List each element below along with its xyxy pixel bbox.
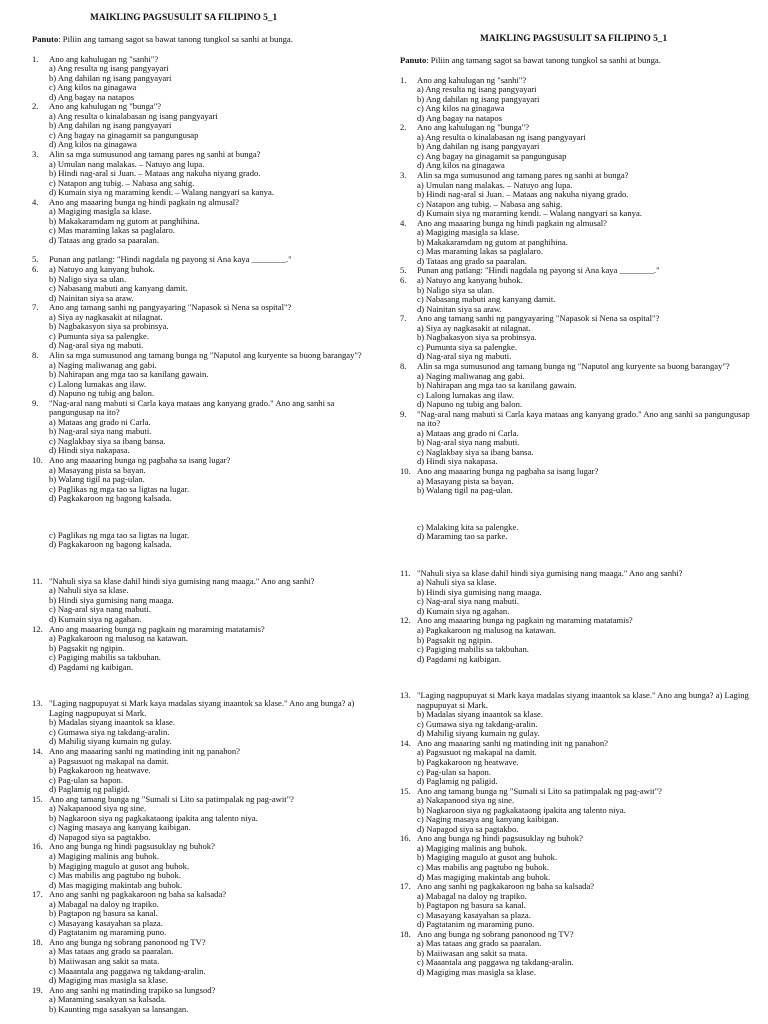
answer-option: a) Pagsusuot ng makapal na damit. [49, 755, 169, 766]
answer-option: b) Madalas siyang inaantok sa klase. [49, 717, 176, 728]
question-number: 17. [32, 889, 43, 900]
question-list-1 [32, 55, 370, 504]
answer-option: c) Ang kilos na ginagawa [417, 103, 505, 114]
answer-option: b) Nagkaroon siya ng pagkakataong ipakita ang talento niya. [49, 812, 258, 823]
question-list-2 [32, 577, 370, 672]
answer-option: a) Umulan nang malakas. – Natuyo ang lupa. [49, 158, 205, 169]
question-number: 7. [400, 313, 407, 324]
answer-option: c) Mas maraming lakas sa paglalaro. [417, 246, 543, 257]
answer-option: a) Siya ay nagkasakit at nilagnat. [49, 311, 163, 322]
answer-option: d) Nainitan siya sa araw. [417, 303, 502, 314]
answer-option: a) Maraming sasakyan sa kalsada. [49, 994, 167, 1005]
question-number: 10. [32, 454, 43, 465]
answer-option: b) Makakaramdam ng gutom at panghihina. [49, 215, 200, 226]
question-number: 3. [400, 170, 407, 181]
answer-option: c) Malaking kita sa palengke. [417, 521, 519, 532]
question-text: Alin sa mga sumusunod ang tamang bunga ng "Naputol ang kuryente sa buong barangay"? [49, 349, 362, 360]
question-number: 19. [32, 984, 43, 995]
answer-option: b) Pagsakit ng ngipin. [417, 634, 493, 645]
left-page [32, 12, 370, 1014]
answer-option: a) Masayang pista sa bayan. [417, 475, 514, 486]
question-number: 13. [400, 690, 411, 701]
answer-option: a) Mas tataas ang grado sa paaralan. [417, 938, 542, 949]
instructions-label: Panuto [400, 55, 427, 65]
answer-option: d) Pagtatanim ng maraming puno. [49, 927, 167, 938]
question-number: 4. [32, 196, 39, 207]
answer-option: d) Kumain siya ng maraming kendi. – Walang nangyari sa kanya. [49, 187, 274, 198]
answer-option: c) Pag-ulan sa hapon. [49, 774, 123, 785]
answer-option: d) Magiging mas masigla sa klase. [49, 975, 168, 986]
question-text: "Nag-aral nang mabuti si Carla kaya mataas ang kanyang grado." Ano ang sanhi sa pangungusap na ito? [417, 408, 750, 429]
answer-option: c) Nabasang mabuti ang kanyang damit. [417, 294, 556, 305]
question-number: 6. [400, 275, 407, 286]
question-text: Ano ang maaaring bunga ng hindi pagkain ng almusal? [49, 196, 239, 207]
answer-option: b) Nagkaroon siya ng pagkakataong ipakita ang talento niya. [417, 804, 626, 815]
question-number: 12. [400, 615, 411, 626]
question-list-1 [400, 76, 752, 496]
answer-option: b) Magiging magulo at gusot ang buhok. [417, 852, 558, 863]
answer-option: c) Lalong lumakas ang ilaw. [417, 389, 515, 400]
answer-option: c) Maaantala ang paggawa ng takdang-aralin. [417, 957, 574, 968]
question-text: Ano ang sanhi ng pagkakaroon ng baha sa kalsada? [49, 889, 227, 900]
answer-option: a) Magiging malinis ang buhok. [49, 851, 160, 862]
answer-option: d) Napuno ng tubig ang balon. [417, 399, 523, 410]
question-list-3 [32, 699, 370, 1014]
question-text: a) Natuyo ang kanyang buhok. [49, 264, 155, 275]
answer-option: b) Pagtapon ng basura sa kanal. [49, 908, 158, 919]
carry-over-options [400, 523, 752, 542]
question-text: Ano ang maaaring bunga ng pagkain ng maraming matatamis? [417, 615, 633, 626]
instructions [32, 35, 370, 45]
answer-option: c) Nabasang mabuti ang kanyang damit. [49, 283, 188, 294]
answer-option: d) Napagod siya sa pagtakbo. [49, 831, 151, 842]
answer-option: b) Nahirapan ang mga tao sa kanilang gawain. [49, 369, 209, 380]
answer-option: a) Naging maliwanag ang gabi. [417, 370, 525, 381]
question-number: 10. [400, 465, 411, 476]
question-list-3 [400, 691, 752, 977]
answer-option: a) Ang resulta ng isang pangyayari [417, 84, 537, 95]
answer-option: a) Magiging masigla sa klase. [49, 206, 152, 217]
question-text: Punan ang patlang: "Hindi nagdala ng payong si Ana kaya ________." [49, 254, 292, 265]
quiz-title: MAIKLING PAGSUSULIT SA FILIPINO 5_1 [480, 34, 668, 44]
answer-option: b) Walang tigil na pag-ulan. [417, 485, 513, 496]
question-text: Ano ang tamang sanhi ng pangyayaring "Napasok si Nena sa ospital"? [49, 302, 292, 313]
answer-option: d) Pagdami ng kaibigan. [417, 653, 502, 664]
answer-option: d) Nainitan siya sa araw. [49, 292, 134, 303]
answer-option: d) Ang bagay na natapos [49, 91, 134, 102]
answer-option: c) Pumunta siya sa palengke. [49, 330, 149, 341]
question-text: Alin sa mga sumusunod ang tamang pares ng sanhi at bunga? [49, 149, 261, 160]
question-number: 2. [400, 122, 407, 133]
instructions-label: Panuto [32, 34, 59, 44]
question-number: 18. [32, 936, 43, 947]
answer-option: c) Paglikas ng mga tao sa ligtas na lugar. [49, 529, 190, 540]
question-text: Ano ang maaaring bunga ng pagbaha sa isang lugar? [417, 465, 599, 476]
answer-option: d) Nag-aral siya ng mabuti. [49, 340, 144, 351]
carry-over-options [32, 531, 370, 550]
question-number: 17. [400, 881, 411, 892]
answer-option: c) Mas mabilis ang pagtubo ng buhok. [49, 870, 181, 881]
answer-option: d) Maraming tao sa parke. [417, 531, 508, 542]
question-text: Ano ang maaaring bunga ng pagkain ng maraming matatamis? [49, 623, 265, 634]
answer-option: a) Naging maliwanag ang gabi. [49, 359, 157, 370]
answer-option: c) Lalong lumakas ang ilaw. [49, 378, 147, 389]
question-text: Ano ang sanhi ng pagkakaroon ng baha sa kalsada? [417, 881, 595, 892]
answer-option: d) Hindi siya nakapasa. [417, 456, 498, 467]
answer-option: a) Mabagal na daloy ng trapiko. [417, 890, 527, 901]
question-number: 15. [32, 793, 43, 804]
question-number: 7. [32, 302, 39, 313]
answer-option: d) Mas magiging makintab ang buhok. [417, 871, 551, 882]
answer-option: a) Mataas ang grado ni Carla. [417, 427, 519, 438]
answer-option: a) Ang resulta ng isang pangyayari [49, 63, 169, 74]
answer-option: a) Pagkakaroon ng malusog na katawan. [49, 633, 188, 644]
answer-option: d) Pagkakaroon ng bagong kalsada. [49, 493, 172, 504]
answer-option: d) Pagkakaroon ng bagong kalsada. [49, 539, 172, 550]
answer-option: b) Nagbakasyon siya sa probinsya. [417, 332, 537, 343]
answer-option: b) Maiiwasan ang sakit sa mata. [49, 956, 160, 967]
question-number: 12. [32, 623, 43, 634]
question-text: Ano ang kahulugan ng "sanhi"? [417, 74, 527, 85]
answer-option: a) Pagkakaroon ng malusog na katawan. [417, 624, 556, 635]
question-item [32, 699, 370, 718]
answer-option: b) Pagsakit ng ngipin. [49, 642, 125, 653]
question-text: Alin sa mga sumusunod ang tamang pares ng sanhi at bunga? [417, 170, 629, 181]
answer-option: a) Nakapanood siya ng sine. [49, 803, 147, 814]
answer-option: c) Pumunta siya sa palengke. [417, 341, 517, 352]
question-item [32, 399, 370, 418]
answer-option: d) Kumain siya ng maraming kendi. – Walang nangyari sa kanya. [417, 208, 642, 219]
answer-option: c) Pagiging mabilis sa takbuhan. [49, 652, 161, 663]
answer-option: a) Siya ay nagkasakit at nilagnat. [417, 322, 531, 333]
question-number: 5. [400, 265, 407, 276]
answer-option: a) Nakapanood siya ng sine. [417, 795, 515, 806]
answer-option: c) Ang bagay na ginagamit sa pangungusap [417, 150, 567, 161]
answer-option: d) Hindi siya nakapasa. [49, 445, 130, 456]
question-number: 3. [32, 149, 39, 160]
question-text: "Laging nagpupuyat si Mark kaya madalas siyang inaantok sa klase." Ano ang bunga? a) Laging nagpupuyat si Mark. [417, 690, 749, 710]
question-text: a) Natuyo ang kanyang buhok. [417, 275, 523, 286]
answer-option: c) Paglikas ng mga tao sa ligtas na lugar. [49, 483, 190, 494]
answer-option: c) Nag-aral siya nang mabuti. [417, 596, 519, 607]
instructions [400, 56, 752, 66]
answer-option: a) Pagsusuot ng makapal na damit. [417, 747, 537, 758]
question-text: "Laging nagpupuyat si Mark kaya madalas siyang inaantok sa klase." Ano ang bunga? a) Laging nagpupuyat si Mark. [49, 698, 355, 718]
answer-option: d) Ang kilos na ginagawa [417, 160, 505, 171]
right-page [400, 33, 752, 978]
answer-option: a) Mataas ang grado ni Carla. [49, 416, 151, 427]
question-number: 15. [400, 785, 411, 796]
answer-option: d) Tataas ang grado sa paaralan. [49, 234, 159, 245]
answer-option: b) Makakaramdam ng gutom at panghihina. [417, 236, 568, 247]
answer-option: b) Ang dahilan ng isang pangyayari [49, 72, 172, 83]
question-text: Ano ang bunga ng sobrang panonood ng TV? [417, 928, 574, 939]
answer-option: b) Ang dahilan ng isang pangyayari [417, 93, 540, 104]
question-list-2 [400, 569, 752, 664]
question-text: Ano ang maaaring sanhi ng matinding init ng panahon? [417, 737, 608, 748]
answer-option: c) Naglakbay siya sa ibang bansa. [49, 435, 166, 446]
answer-option: b) Hindi siya gumising nang maaga. [417, 586, 542, 597]
answer-option: c) Masayang kasayahan sa plaza. [417, 909, 531, 920]
answer-option: b) Pagkakaroon ng heatwave. [417, 757, 519, 767]
question-number: 11. [32, 575, 43, 586]
question-text: "Nahuli siya sa klase dahil hindi siya gumising nang maaga." Ano ang sanhi? [49, 575, 315, 586]
question-number: 16. [32, 841, 43, 852]
answer-option: c) Naging masaya ang kanyang kaibigan. [417, 814, 559, 825]
question-text: "Nahuli siya sa klase dahil hindi siya gumising nang maaga." Ano ang sanhi? [417, 567, 683, 578]
answer-option: b) Naligo siya sa ulan. [417, 284, 495, 295]
question-number: 13. [32, 698, 43, 709]
answer-option: d) Mas magiging makintab ang buhok. [49, 879, 183, 890]
question-number: 6. [32, 264, 39, 275]
question-number: 8. [32, 349, 39, 360]
answer-option: a) Nahuli siya sa klase. [417, 577, 497, 588]
answer-option: b) Hindi nag-aral si Juan. – Mataas ang nakuha niyang grado. [417, 189, 629, 200]
question-number: 4. [400, 217, 407, 228]
quiz-title: MAIKLING PAGSUSULIT SA FILIPINO 5_1 [90, 13, 278, 23]
question-text: Ano ang bunga ng sobrang panonood ng TV? [49, 936, 206, 947]
answer-option: a) Mas tataas ang grado sa paaralan. [49, 946, 174, 957]
answer-option: c) Natapon ang tubig. – Nabasa ang sahig. [417, 198, 563, 209]
question-text: Punan ang patlang: "Hindi nagdala ng payong si Ana kaya ________." [417, 265, 660, 276]
answer-option: c) Ang bagay na ginagamit sa pangungusap [49, 129, 199, 140]
answer-option: b) Hindi nag-aral si Juan. – Mataas ang nakuha niyang grado. [49, 168, 261, 179]
question-number: 16. [400, 833, 411, 844]
answer-option: a) Magiging malinis ang buhok. [417, 842, 528, 853]
answer-option: b) Maiiwasan ang sakit sa mata. [417, 947, 528, 958]
answer-option: d) Napuno ng tubig ang balon. [49, 388, 155, 399]
answer-option: a) Nahuli siya sa klase. [49, 585, 129, 596]
answer-option: c) Natapon ang tubig. – Nabasa ang sahig. [49, 177, 195, 188]
answer-option: d) Napagod siya sa pagtakbo. [417, 823, 519, 834]
instructions-text: : Piliin ang tamang sagot sa bawat tanong tungkol sa sanhi at bunga. [426, 55, 661, 65]
answer-option: b) Pagtapon ng basura sa kanal. [417, 900, 526, 911]
question-text: Ano ang bunga ng hindi pagsusuklay ng buhok? [417, 833, 583, 844]
question-number: 9. [400, 408, 407, 419]
answer-option: b) Ang dahilan ng isang pangyayari [417, 141, 540, 152]
answer-option: b) Madalas siyang inaantok sa klase. [417, 709, 544, 720]
answer-option: b) Nagbakasyon siya sa probinsya. [49, 321, 169, 332]
question-number: 1. [400, 74, 407, 85]
answer-option: b) Nag-aral siya nang mabuti. [417, 437, 520, 448]
question-text: Ano ang kahulugan ng "sanhi"? [49, 53, 159, 64]
question-text: Ano ang kahulugan ng "bunga"? [49, 101, 162, 112]
question-number: 2. [32, 101, 39, 112]
answer-option: d) Tataas ang grado sa paaralan. [417, 255, 527, 266]
answer-option: d) Ang bagay na natapos [417, 112, 502, 123]
question-text: Ano ang maaaring bunga ng hindi pagkain ng almusal? [417, 217, 607, 228]
answer-option: c) Pagiging mabilis sa takbuhan. [417, 644, 529, 655]
answer-option: a) Ang resulta o kinalabasan ng isang pangyayari [49, 110, 218, 121]
answer-option: c) Maaantala ang paggawa ng takdang-aralin. [49, 965, 206, 976]
answer-option: a) Magiging masigla sa klase. [417, 227, 520, 238]
answer-option: c) Masayang kasayahan sa plaza. [49, 917, 163, 928]
question-text: Ano ang tamang bunga ng "Sumali si Lito sa patimpalak ng pag-awit"? [49, 793, 294, 804]
question-item [400, 691, 752, 710]
question-text: Ano ang maaaring bunga ng pagbaha sa isang lugar? [49, 454, 231, 465]
question-number: 1. [32, 53, 39, 64]
answer-option: d) Mahilig siyang kumain ng gulay. [49, 736, 172, 747]
answer-option: b) Pagkakaroon ng heatwave. [49, 765, 151, 776]
question-number: 14. [32, 746, 43, 756]
question-text: Ano ang sanhi ng matinding trapiko sa lungsod? [49, 984, 216, 995]
answer-option: d) Nag-aral siya ng mabuti. [417, 351, 512, 362]
answer-option: c) Gumawa siya ng takdang-aralin. [417, 718, 538, 729]
answer-option: b) Walang tigil na pag-ulan. [49, 474, 145, 485]
question-text: Ano ang bunga ng hindi pagsusuklay ng buhok? [49, 841, 215, 852]
answer-option: c) Naglakbay siya sa ibang bansa. [417, 446, 534, 457]
answer-option: d) Kumain siya ng agahan. [417, 605, 510, 616]
question-text: Alin sa mga sumusunod ang tamang bunga ng "Naputol ang kuryente sa buong barangay"? [417, 360, 730, 371]
question-item [400, 410, 752, 429]
question-text: Ano ang kahulugan ng "bunga"? [417, 122, 530, 133]
answer-option: d) Pagtatanim ng maraming puno. [417, 919, 535, 930]
answer-option: c) Gumawa siya ng takdang-aralin. [49, 726, 170, 737]
answer-option: b) Kaunting mga sasakyan sa lansangan. [49, 1003, 189, 1014]
answer-option: c) Mas maraming lakas sa paglalaro. [49, 225, 175, 236]
question-number: 5. [32, 254, 39, 265]
answer-option: a) Masayang pista sa bayan. [49, 464, 146, 475]
answer-option: b) Ang dahilan ng isang pangyayari [49, 120, 172, 131]
answer-option: d) Kumain siya ng agahan. [49, 613, 142, 624]
answer-option: d) Pagdami ng kaibigan. [49, 661, 134, 672]
question-text: "Nag-aral nang mabuti si Carla kaya mataas ang kanyang grado." Ano ang sanhi sa pangungusap na ito? [49, 397, 335, 418]
question-number: 14. [400, 737, 411, 748]
answer-option: b) Nahirapan ang mga tao sa kanilang gawain. [417, 380, 577, 391]
answer-option: d) Magiging mas masigla sa klase. [417, 967, 536, 978]
question-number: 9. [32, 397, 39, 408]
answer-option: a) Ang resulta o kinalabasan ng isang pangyayari [417, 131, 586, 142]
question-text: Ano ang tamang bunga ng "Sumali si Lito sa patimpalak ng pag-awit"? [417, 785, 662, 796]
answer-option: c) Nag-aral siya nang mabuti. [49, 604, 151, 615]
answer-option: b) Nag-aral siya nang mabuti. [49, 426, 152, 437]
question-text: Ano ang tamang sanhi ng pangyayaring "Napasok si Nena sa ospital"? [417, 313, 660, 324]
instructions-text: : Piliin ang tamang sagot sa bawat tanong tungkol sa sanhi at bunga. [58, 34, 293, 44]
answer-option: b) Naligo siya sa ulan. [49, 273, 127, 284]
answer-option: a) Umulan nang malakas. – Natuyo ang lupa. [417, 179, 573, 190]
answer-option: d) Ang kilos na ginagawa [49, 139, 137, 150]
answer-option: b) Hindi siya gumising nang maaga. [49, 594, 174, 605]
answer-option: c) Naging masaya ang kanyang kaibigan. [49, 822, 191, 833]
answer-option: a) Mabagal na daloy ng trapiko. [49, 898, 159, 909]
answer-option: c) Pag-ulan sa hapon. [417, 766, 491, 777]
answer-option: d) Paglamig ng paligid. [49, 784, 130, 795]
answer-option: d) Mahilig siyang kumain ng gulay. [417, 728, 540, 739]
question-number: 8. [400, 360, 407, 371]
question-number: 11. [400, 567, 411, 578]
question-text: Ano ang maaaring sanhi ng matinding init ng panahon? [49, 746, 240, 756]
answer-option: c) Ang kilos na ginagawa [49, 82, 137, 93]
question-number: 18. [400, 928, 411, 939]
answer-option: c) Mas mabilis ang pagtubo ng buhok. [417, 862, 549, 873]
answer-option: b) Magiging magulo at gusot ang buhok. [49, 860, 190, 871]
answer-option: d) Paglamig ng paligid. [417, 776, 498, 787]
